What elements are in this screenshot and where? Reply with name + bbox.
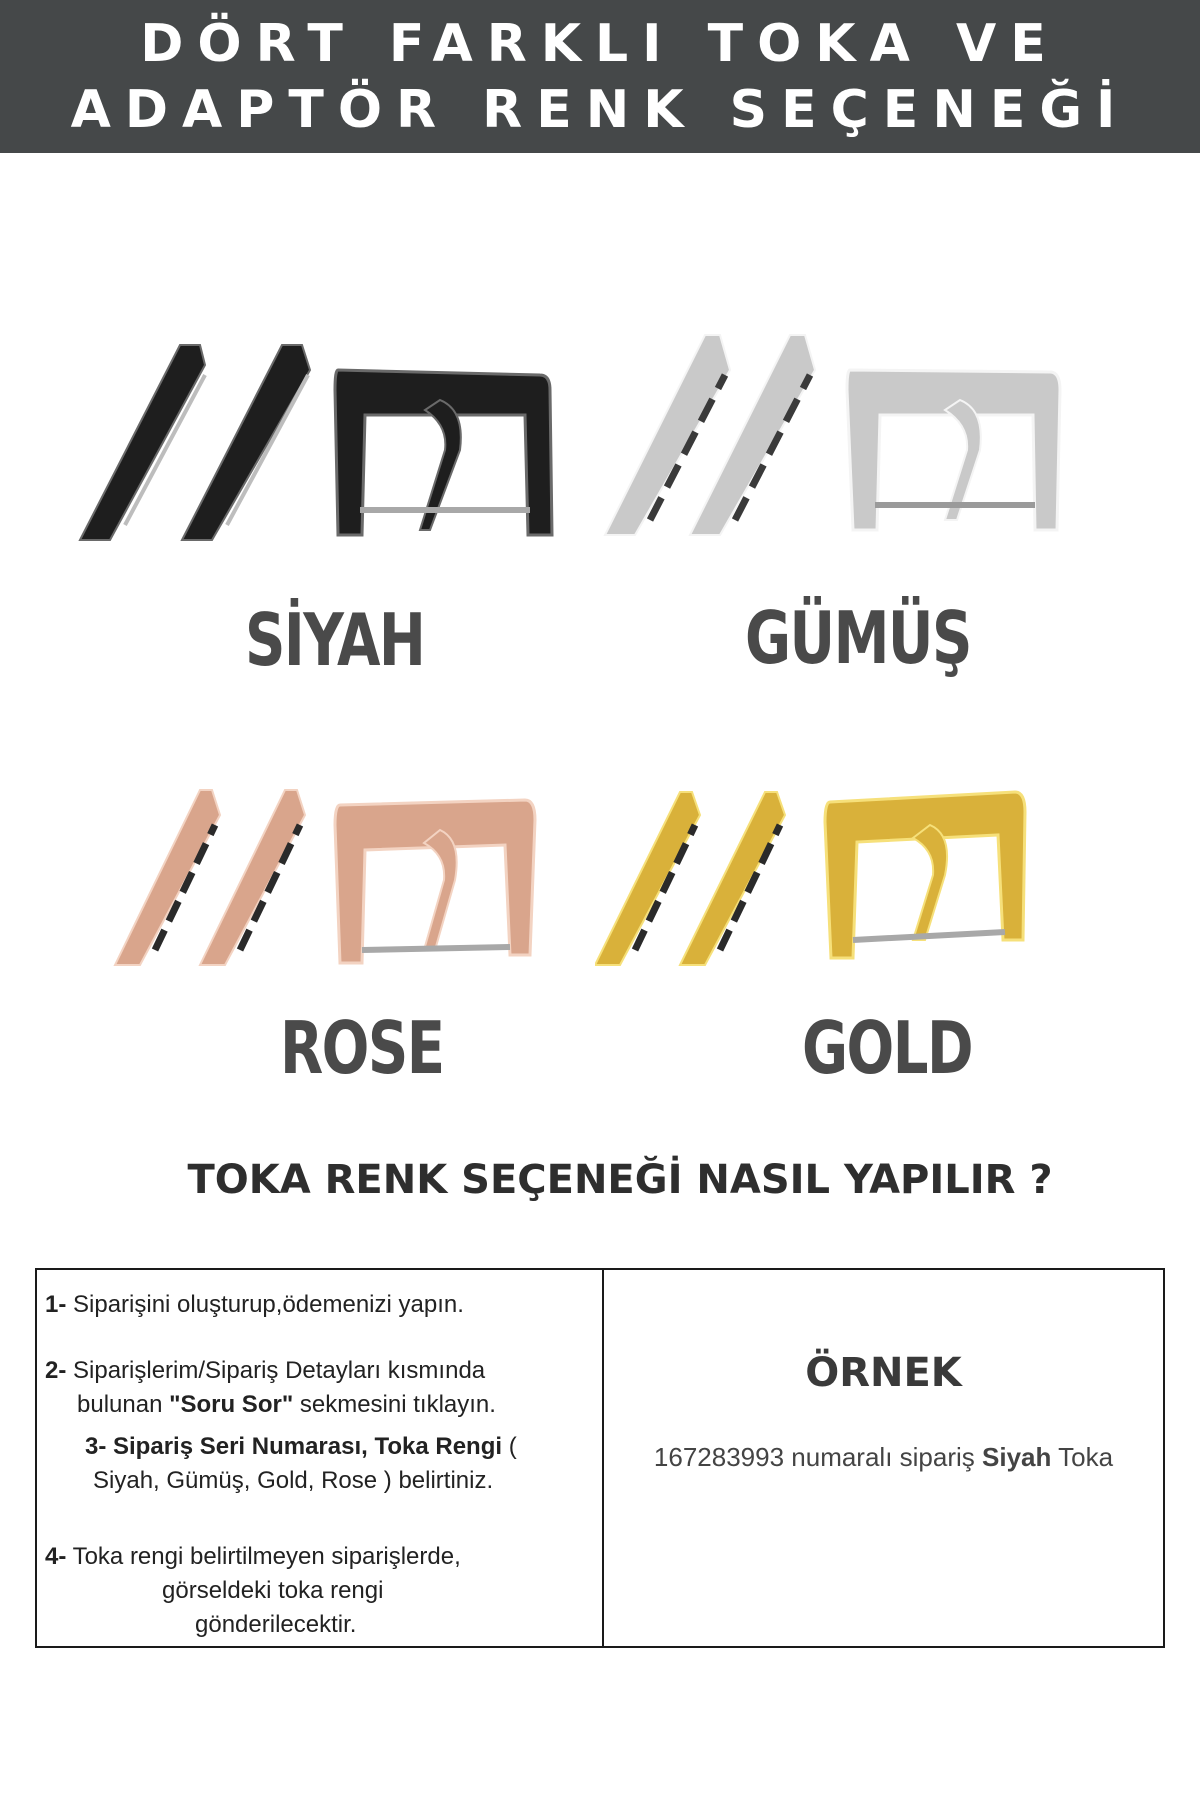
example-column (604, 1270, 1163, 1646)
step-4-text-c: gönderilecektir. (195, 1611, 357, 1638)
step-2-number: 2- (45, 1357, 67, 1384)
step-4-text-a: Toka rengi belirtilmeyen siparişlerde, (66, 1543, 461, 1570)
banner-title-line-2: ADAPTÖR RENK SEÇENEĞİ (70, 80, 1130, 140)
step-4-number: 4- (45, 1543, 67, 1570)
product-black (70, 330, 570, 550)
rose-buckle-adapter-image (110, 785, 560, 975)
step-1-text: Siparişini oluşturup,ödemenizi yapın. (66, 1291, 464, 1318)
black-buckle-adapter-image (70, 330, 570, 550)
gold-buckle-adapter-image (595, 780, 1045, 970)
step-1 (45, 1288, 464, 1322)
buckle (825, 792, 1025, 958)
step-2-text-b-pre: bulunan (77, 1391, 170, 1418)
product-rose (110, 785, 560, 975)
label-gold: GOLD (802, 1006, 973, 1090)
buckle (335, 370, 552, 535)
step-2-text-a: Siparişlerim/Sipariş Detayları kısmında (66, 1357, 486, 1384)
step-2-text-b-post: sekmesini tıklayın. (293, 1391, 496, 1418)
step-4-text-b: görseldeki toka rengi (162, 1577, 384, 1604)
adapter-right (182, 345, 310, 540)
example-text (604, 1442, 1163, 1473)
steps-column (37, 1270, 604, 1646)
step-3-text-a: ( (502, 1433, 517, 1460)
product-gold (595, 780, 1045, 970)
buckle (335, 800, 535, 963)
step-3 (85, 1430, 517, 1464)
buckle (847, 370, 1060, 530)
silver-buckle-adapter-image (595, 330, 1095, 550)
label-black: SİYAH (245, 598, 425, 682)
step-2-cont (77, 1388, 496, 1422)
step-3-cont (93, 1464, 493, 1498)
adapter-left (80, 345, 205, 540)
instructions-table (35, 1268, 1165, 1648)
howto-title: TOKA RENK SEÇENEĞİ NASIL YAPILIR ? (187, 1157, 1053, 1203)
example-text-bold: Siyah (982, 1442, 1052, 1472)
step-3-bold: 3- Sipariş Seri Numarası, Toka Rengi (85, 1433, 503, 1460)
header-banner (0, 0, 1200, 153)
step-2-text-b-bold: "Soru Sor" (169, 1391, 294, 1418)
label-rose: ROSE (280, 1006, 444, 1090)
product-silver (595, 330, 1095, 550)
step-1-number: 1- (45, 1291, 67, 1318)
example-text-pre: 167283993 numaralı sipariş (653, 1442, 983, 1472)
step-4-cont-1 (162, 1574, 383, 1608)
step-4 (45, 1540, 461, 1574)
step-4-cont-2 (195, 1608, 356, 1642)
step-2 (45, 1354, 485, 1388)
label-silver: GÜMÜŞ (745, 596, 971, 680)
example-text-post: Toka (1051, 1442, 1114, 1472)
step-3-text-b: Siyah, Gümüş, Gold, Rose ) belirtiniz. (93, 1467, 494, 1494)
banner-title-line-1: DÖRT FARKLI TOKA VE (140, 14, 1060, 74)
example-title: ÖRNEK (805, 1350, 962, 1396)
